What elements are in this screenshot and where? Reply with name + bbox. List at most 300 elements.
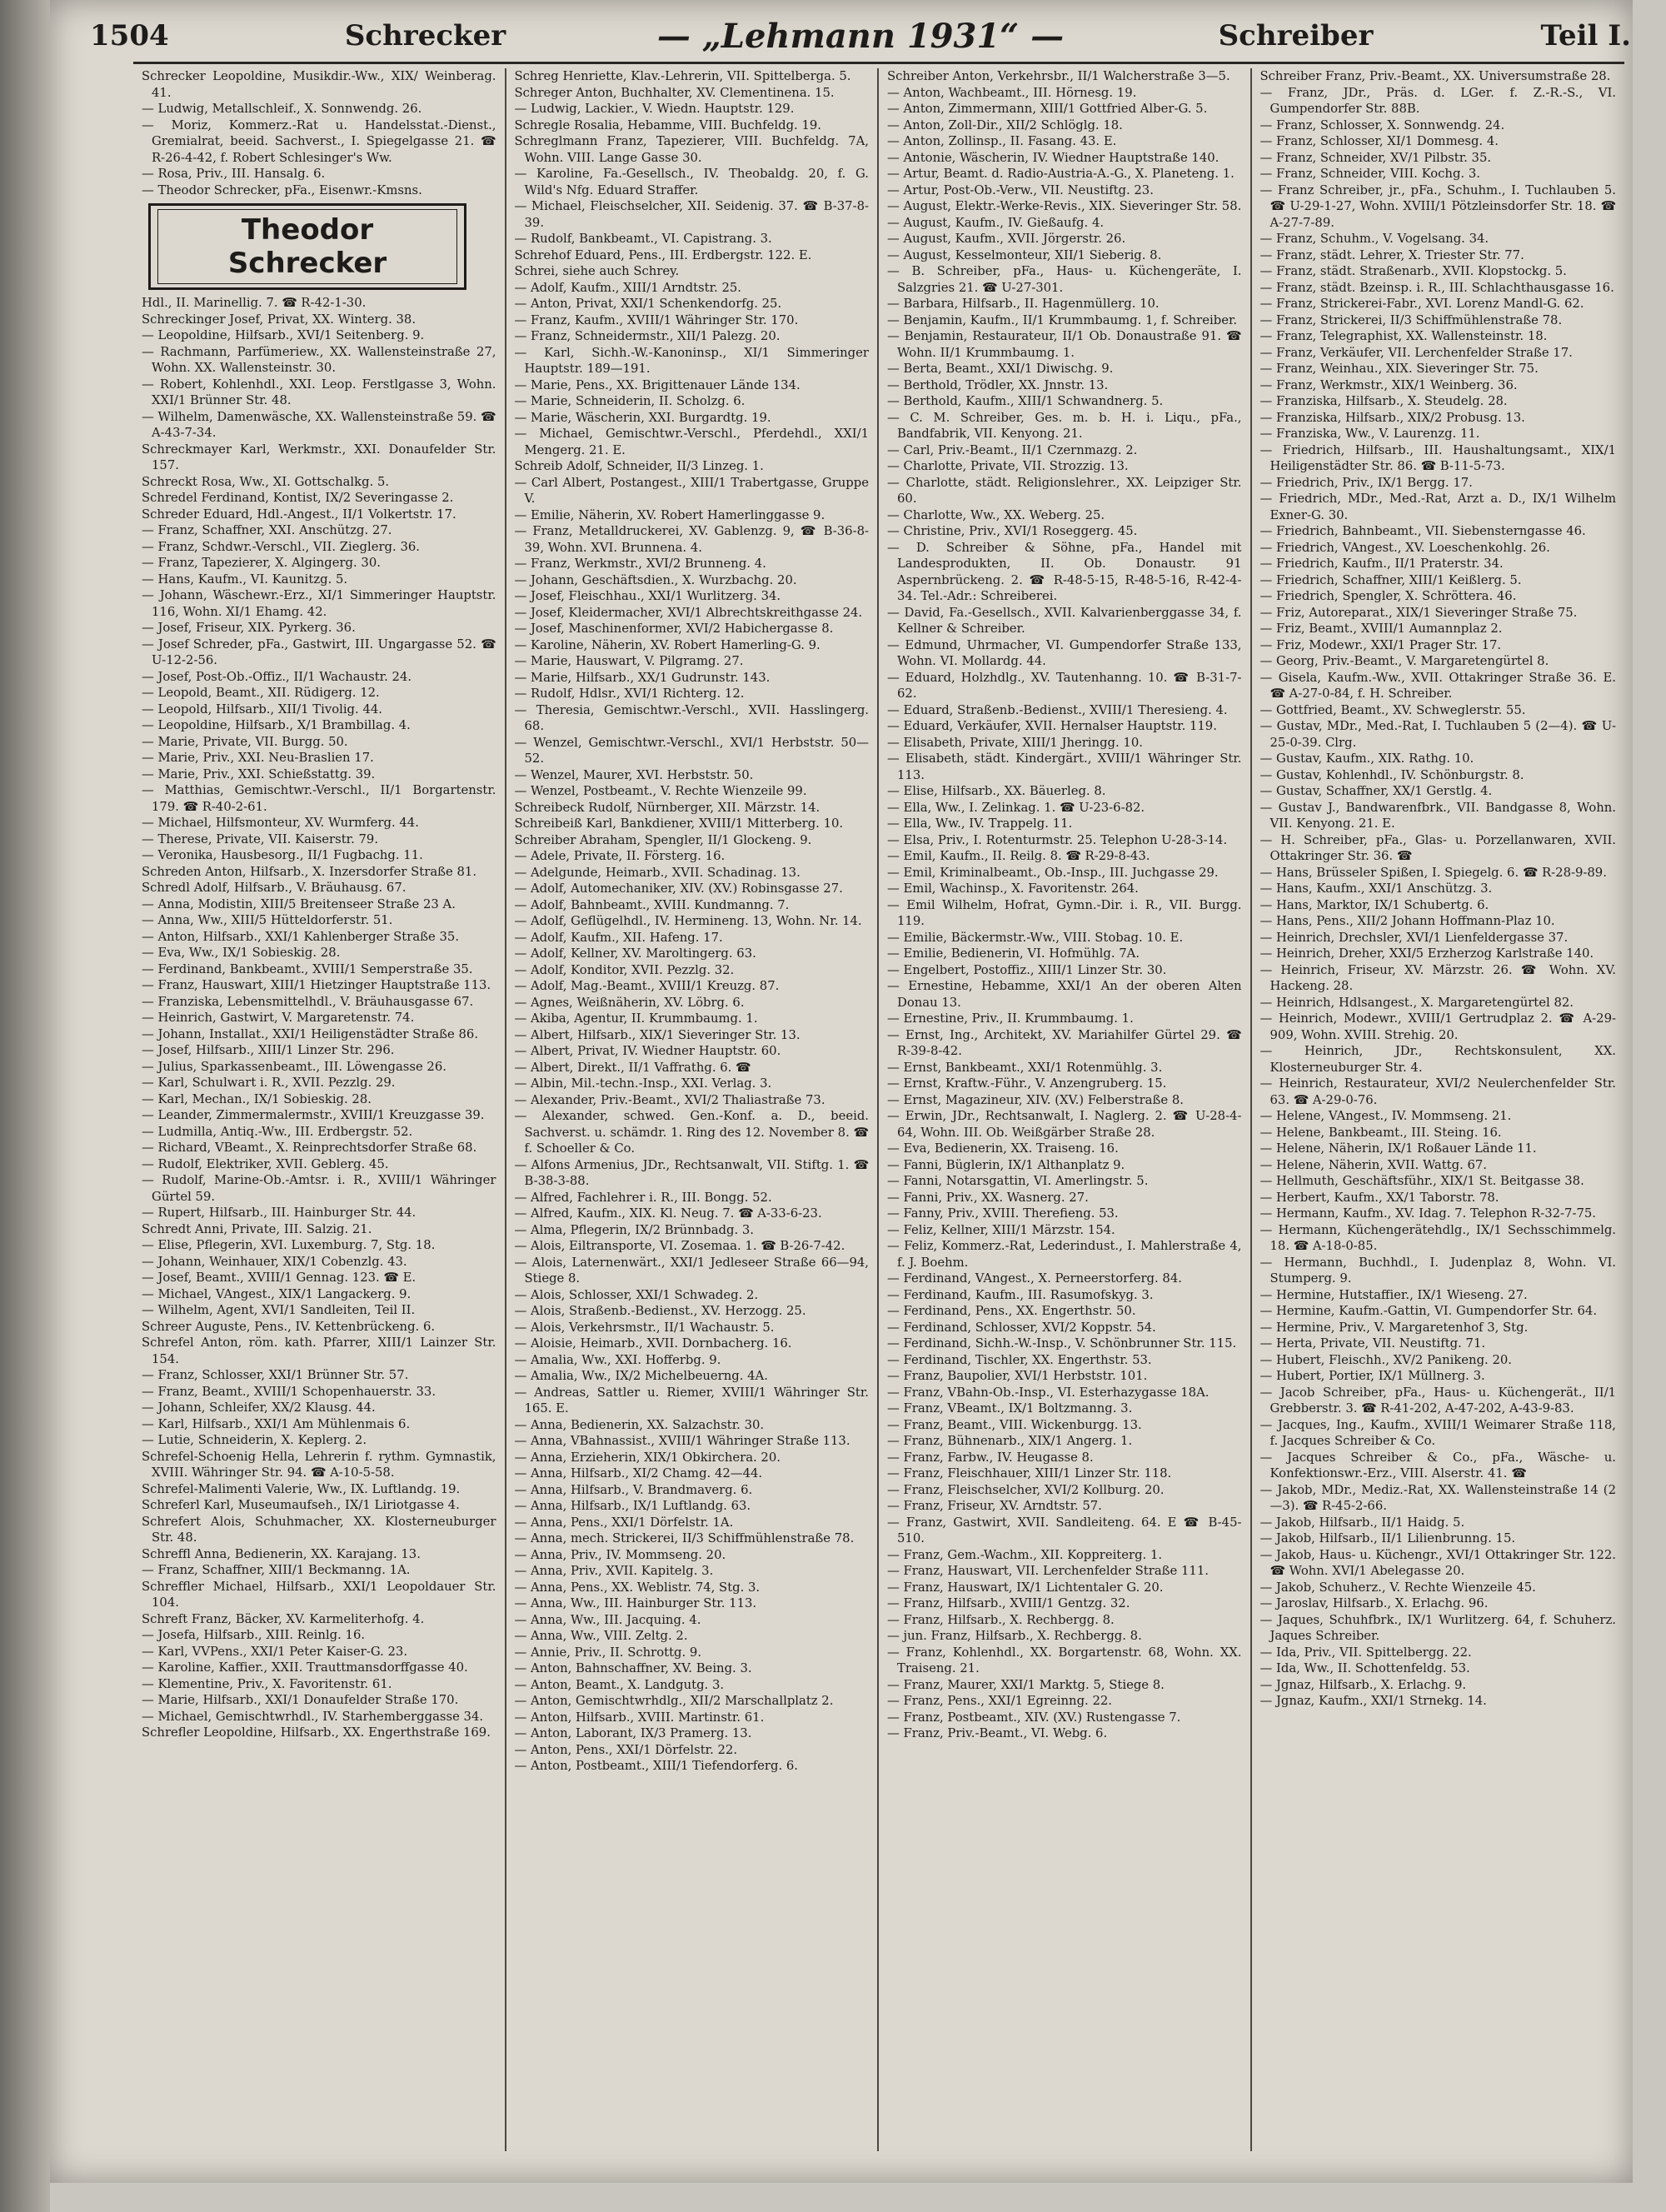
directory-entry: — Ernst, Ing., Architekt, XV. Mariahilfer Gürtel 29. ☎ R-39-8-42. bbox=[887, 1027, 1242, 1058]
directory-entry: — Jaroslav, Hilfsarb., X. Erlachg. 96. bbox=[1259, 1596, 1489, 1610]
directory-entry: — Adolf, Kaufm., XII. Hafeng. 17. bbox=[514, 930, 723, 945]
directory-entry: — Gustav, Schaffner, XX/1 Gerstlg. 4. bbox=[1259, 784, 1493, 798]
directory-entry: — Elisabeth, städt. Kindergärt., XVIII/1 Währinger Str. 113. bbox=[887, 751, 1242, 782]
directory-entry: — Artur, Beamt. d. Radio-Austria-A.-G., X. Planeteng. 1. bbox=[887, 167, 1235, 181]
directory-entry: — Anna, VBahnassist., XVIII/1 Währinger Straße 113. bbox=[514, 1434, 850, 1448]
directory-entry: — Johann, Installat., XXI/1 Heiligenstädter Straße 86. bbox=[142, 1026, 479, 1041]
directory-entry: Schreckt Rosa, Ww., XI. Gottschalkg. 5. bbox=[142, 474, 390, 489]
directory-entry: — Ida, Ww., II. Schottenfeldg. 53. bbox=[1259, 1661, 1470, 1675]
directory-entry: — Artur, Post-Ob.-Verw., VII. Neustiftg. 23. bbox=[887, 182, 1154, 197]
directory-entry: — Jakob, Hilfsarb., II/1 Lilienbrunng. 15. bbox=[1259, 1531, 1516, 1545]
directory-entry: — D. Schreiber & Söhne, pFa., Handel mit Landesprodukten, II. Ob. Donaustr. 91 Aspernbrückeng. 2. ☎ R-48-5-15, R-48-5-16, R-42-4-34. Tel.-Adr.: Schreiberei. bbox=[887, 540, 1242, 603]
directory-entry: — Gisela, Kaufm.-Ww., XVII. Ottakringer Straße 36. E. ☎ A-27-0-84, f. H. Schreiber. bbox=[1259, 670, 1616, 701]
directory-entry: Schrefel-Schoenig Hella, Lehrerin f. rythm. Gymnastik, XVIII. Währinger Str. 94. ☎ A-10-5-58. bbox=[142, 1449, 496, 1480]
directory-entry: — Ferdinand, Kaufm., III. Rasumofskyg. 3. bbox=[887, 1287, 1154, 1302]
directory-entry: — Anna, Pens., XXI/1 Dörfelstr. 1A. bbox=[514, 1515, 734, 1530]
directory-entry: — Karl, Schulwart i. R., XVII. Pezzlg. 29. bbox=[142, 1076, 396, 1090]
directory-entry: — Franz, Friseur, XV. Arndtstr. 57. bbox=[887, 1499, 1102, 1513]
directory-entry: — Ernst, Kraftw.-Führ., V. Anzengruberg. 15. bbox=[887, 1076, 1167, 1091]
directory-entry: — Adolf, Kaufm., XIII/1 Arndtstr. 25. bbox=[514, 280, 741, 295]
directory-entry: — Franz, Kaufm., XVIII/1 Währinger Str. 170. bbox=[514, 312, 799, 327]
directory-entry: — Marie, Schneiderin, II. Scholzg. 6. bbox=[514, 394, 746, 408]
directory-entry: — Leopoldine, Hilfsarb., XVI/1 Seitenberg. 9. bbox=[142, 328, 425, 342]
directory-entry: — Albin, Mil.-techn.-Insp., XXI. Verlag. 3. bbox=[514, 1076, 772, 1091]
directory-entry: — Jaques, Schuhfbrk., IX/1 Wurlitzerg. 64, f. Schuherz. Jaques Schreiber. bbox=[1259, 1612, 1616, 1643]
directory-entry: — Anton, Laborant, IX/3 Pramerg. 13. bbox=[514, 1726, 752, 1740]
directory-entry: — Johann, Wäschewr.-Erz., XI/1 Simmeringer Hauptstr. 116, Wohn. XI/1 Ehamg. 42. bbox=[142, 588, 496, 619]
directory-entry: — Adolf, Mag.-Beamt., XVIII/1 Kreuzg. 87. bbox=[514, 979, 780, 993]
directory-entry: — Helene, Näherin, IX/1 Roßauer Lände 11. bbox=[1259, 1141, 1537, 1156]
directory-entry: — Josef, Friseur, XIX. Pyrkerg. 36. bbox=[142, 621, 356, 635]
directory-entry: — Friedrich, Hilfsarb., III. Haushaltungsamt., XIX/1 Heiligenstädter Str. 86. ☎ B-11-5-73. bbox=[1259, 442, 1616, 473]
directory-entry: — Ludmilla, Antiq.-Ww., III. Erdbergstr. 52. bbox=[142, 1124, 413, 1139]
directory-entry: — Ludwig, Lackier., V. Wiedn. Hauptstr. 129. bbox=[514, 102, 795, 116]
directory-entry: — Josef, Post-Ob.-Offiz., II/1 Wachaustr. 24. bbox=[142, 669, 412, 684]
directory-entry: — Anna, Hilfsarb., V. Brandmaverg. 6. bbox=[514, 1482, 753, 1497]
directory-entry: — Elisabeth, Private, XIII/1 Jheringg. 10. bbox=[887, 735, 1143, 750]
directory-entry: — Johann, Weinhauer, XIX/1 Cobenzlg. 43. bbox=[142, 1254, 407, 1269]
directory-entry: — Michael, Fleischselcher, XII. Seidenig. 37. ☎ B-37-8-39. bbox=[514, 199, 869, 230]
directory-entry: Schreger Anton, Buchhalter, XV. Clementinena. 15. bbox=[514, 85, 835, 100]
directory-entry: — Anna, Erzieherin, XIX/1 Obkirchera. 20. bbox=[514, 1450, 781, 1465]
directory-entry: — Adolf, Automechaniker, XIV. (XV.) Robinsgasse 27. bbox=[514, 881, 843, 896]
directory-entry: — Albert, Hilfsarb., XIX/1 Sieveringer Str. 13. bbox=[514, 1027, 801, 1042]
directory-entry: Schrefel Anton, röm. kath. Pfarrer, XIII/1 Lainzer Str. 154. bbox=[142, 1336, 496, 1366]
column-4 bbox=[1252, 68, 1625, 2151]
directory-entry: — Moriz, Kommerz.-Rat u. Handelsstat.-Dienst., Gremialrat, beeid. Sachverst., I. Spiegelgasse 21. ☎ R-26-4-42, f. Robert Schlesinger's Ww. bbox=[142, 117, 496, 165]
directory-entry: — Friedrich, Spengler, X. Schröttera. 46. bbox=[1259, 589, 1517, 603]
directory-entry: — Hans, Pens., XII/2 Johann Hoffmann-Plaz 10. bbox=[1259, 914, 1555, 928]
directory-entry: — Hermine, Hutstaffier., IX/1 Wieseng. 27. bbox=[1259, 1287, 1528, 1302]
directory-entry: — Theresia, Gemischtwr.-Verschl., XVII. Hasslingerg. 68. bbox=[514, 702, 869, 733]
directory-entry: Schredl Adolf, Hilfsarb., V. Bräuhausg. 67. bbox=[142, 881, 407, 895]
directory-entry: — Marie, Hilfsarb., XXI/1 Donaufelder Straße 170. bbox=[142, 1693, 459, 1707]
directory-entry: — Gottfried, Beamt., XV. Schweglerstr. 55. bbox=[1259, 702, 1526, 717]
directory-entry: — Ernestine, Priv., II. Krummbaumg. 1. bbox=[887, 1011, 1134, 1026]
directory-entry: — jun. Franz, Hilfsarb., X. Rechbergg. 8. bbox=[887, 1629, 1142, 1643]
directory-entry: — Heinrich, Drechsler, XVI/1 Lienfeldergasse 37. bbox=[1259, 930, 1569, 945]
directory-entry: — Franz, Telegraphist, XX. Wallensteinstr. 18. bbox=[1259, 329, 1548, 343]
directory-entry: — Veronika, Hausbesorg., II/1 Fugbachg. 11. bbox=[142, 848, 423, 862]
directory-entry: — Heinrich, JDr., Rechtskonsulent, XX. Klosterneuburger Str. 4. bbox=[1259, 1044, 1616, 1075]
directory-entry: — Alma, Pflegerin, IX/2 Brünnbadg. 3. bbox=[514, 1222, 755, 1237]
directory-entry: — Franz, Schlosser, X. Sonnwendg. 24. bbox=[1259, 117, 1505, 132]
directory-entry: — Michael, Gemischtwr.-Verschl., Pferdehdl., XXI/1 Mengerg. 21. E. bbox=[514, 427, 869, 457]
directory-entry: — Jakob, MDr., Mediz.-Rat, XX. Wallensteinstraße 14 (2—3). ☎ R-45-2-66. bbox=[1259, 1482, 1616, 1513]
directory-entry: — Carl Albert, Postangest., XIII/1 Trabertgasse, Gruppe V. bbox=[514, 475, 869, 506]
directory-entry: — Berthold, Kaufm., XIII/1 Schwandnerg. 5. bbox=[887, 394, 1164, 408]
directory-entry: — Anton, Zoll-Dir., XII/2 Schlöglg. 18. bbox=[887, 117, 1123, 132]
directory-entry: — Heinrich, Gastwirt, V. Margaretenstr. 74. bbox=[142, 1011, 415, 1025]
directory-entry: Schrefler Leopoldine, Hilfsarb., XX. Engerthstraße 169. bbox=[142, 1725, 491, 1740]
directory-entry: — Anton, Gemischtwrhdlg., XII/2 Marschallplatz 2. bbox=[514, 1694, 834, 1708]
directory-entry: — Alois, Straßenb.-Bedienst., XV. Herzogg. 25. bbox=[514, 1304, 806, 1318]
directory-entry: — Josef, Fleischhau., XXI/1 Wurlitzerg. 34. bbox=[514, 589, 781, 603]
directory-entry: Schredel Ferdinand, Kontist, IX/2 Severingasse 2. bbox=[142, 491, 454, 505]
directory-entry: — Franz, Metalldruckerei, XV. Gablenzg. 9, ☎ B-36-8-39, Wohn. XVI. Brunnena. 4. bbox=[514, 524, 869, 555]
directory-entry: — Ella, Ww., I. Zelinkag. 1. ☎ U-23-6-82. bbox=[887, 800, 1145, 815]
directory-entry: — Leopold, Hilfsarb., XII/1 Tivolig. 44. bbox=[142, 702, 382, 717]
directory-entry: Schreg Henriette, Klav.-Lehrerin, VII. Spittelberga. 5. bbox=[514, 69, 851, 83]
directory-entry: Schreft Franz, Bäcker, XV. Karmeliterhofg. 4. bbox=[142, 1611, 425, 1626]
directory-entry: — Adolf, Konditor, XVII. Pezzlg. 32. bbox=[514, 962, 735, 977]
directory-entry: — Charlotte, Ww., XX. Weberg. 25. bbox=[887, 507, 1105, 522]
directory-entry: — Marie, Pens., XX. Brigittenauer Lände 134. bbox=[514, 377, 801, 392]
directory-entry: — Franz Schreiber, jr., pFa., Schuhm., I. Tuchlauben 5. ☎ U-29-1-27, Wohn. XVIII/1 Pötzleinsdorfer Str. 18. ☎ A-27-7-89. bbox=[1259, 182, 1616, 230]
header-rule bbox=[133, 62, 1624, 64]
directory-entry: — Friedrich, Bahnbeamt., VII. Siebensterngasse 46. bbox=[1259, 524, 1586, 538]
directory-entry: — Ida, Priv., VII. Spittelbergg. 22. bbox=[1259, 1645, 1472, 1660]
directory-entry: — Heinrich, Modewr., XVIII/1 Gertrudplaz 2. ☎ A-29-909, Wohn. XVIII. Strehig. 20. bbox=[1259, 1011, 1616, 1042]
directory-entry: — Anton, Wachbeamt., III. Hörnesg. 19. bbox=[887, 85, 1137, 100]
directory-entry: — Ernst, Bankbeamt., XXI/1 Rotenmühlg. 3. bbox=[887, 1060, 1163, 1075]
directory-entry: — Franziska, Lebensmittelhdl., V. Bräuhausgasse 67. bbox=[142, 994, 474, 1009]
directory-entry: — Marie, Priv., XXI. Neu-Braslien 17. bbox=[142, 751, 374, 765]
directory-entry: — Franz, Hauswart, VII. Lerchenfelder Straße 111. bbox=[887, 1564, 1209, 1578]
directory-entry: — Hubert, Fleischh., XV/2 Panikeng. 20. bbox=[1259, 1352, 1512, 1367]
directory-entry: — Berthold, Trödler, XX. Jnnstr. 13. bbox=[887, 377, 1109, 392]
directory-entry: — Rachmann, Parfümeriew., XX. Wallensteinstraße 27, Wohn. XX. Wallensteinstr. 30. bbox=[142, 344, 496, 375]
directory-entry: — Gustav J., Bandwarenfbrk., VII. Bandgasse 8, Wohn. VII. Kenyong. 21. E. bbox=[1259, 800, 1616, 831]
directory-entry: — Franz, Schaffner, XIII/1 Beckmanng. 1A. bbox=[142, 1563, 411, 1577]
directory-entry: — Alfons Armenius, JDr., Rechtsanwalt, VII. Stiftg. 1. ☎ B-38-3-88. bbox=[514, 1157, 869, 1188]
directory-entry: — Franz, Baupolier, XVI/1 Herbststr. 101. bbox=[887, 1369, 1148, 1383]
directory-entry: — Franz, Schdwr.-Verschl., VII. Zieglerg. 36. bbox=[142, 539, 420, 554]
directory-entry: Schreglmann Franz, Tapezierer, VIII. Buchfeldg. 7A, Wohn. VIII. Lange Gasse 30. bbox=[514, 134, 869, 165]
directory-entry: Schrecker Leopoldine, Musikdir.-Ww., XIX/ Weinberag. 41. bbox=[142, 69, 496, 100]
directory-entry: — Barbara, Hilfsarb., II. Hagenmüllerg. 10. bbox=[887, 297, 1160, 311]
directory-entry: — Karl, VVPens., XXI/1 Peter Kaiser-G. 23. bbox=[142, 1644, 408, 1659]
directory-entry: — Franz, Gastwirt, XVII. Sandleiteng. 64. E ☎ B-45-510. bbox=[887, 1515, 1242, 1545]
directory-entry: Schrefert Alois, Schuhmacher, XX. Klosterneuburger Str. 48. bbox=[142, 1514, 496, 1545]
directory-entry: — Rosa, Priv., III. Hansalg. 6. bbox=[142, 167, 326, 181]
directory-entry: — Ferdinand, VAngest., X. Perneerstorferg. 84. bbox=[887, 1271, 1182, 1286]
directory-entry: — Georg, Priv.-Beamt., V. Margaretengürtel 8. bbox=[1259, 654, 1549, 668]
directory-entry: — Friz, Autoreparat., XIX/1 Sieveringer Straße 75. bbox=[1259, 605, 1578, 620]
directory-entry: — Herta, Private, VII. Neustiftg. 71. bbox=[1259, 1336, 1486, 1351]
directory-entry: Schrefel-Malimenti Valerie, Ww., IX. Luftlandg. 19. bbox=[142, 1481, 461, 1496]
directory-entry: — Jakob, Hilfsarb., II/1 Haidg. 5. bbox=[1259, 1515, 1465, 1530]
directory-entry: Schreffl Anna, Bedienerin, XX. Karajang. 13. bbox=[142, 1546, 421, 1561]
directory-entry: — Fanni, Notarsgattin, VI. Amerlingstr. 5. bbox=[887, 1174, 1149, 1188]
directory-entry: — Anton, Zimmermann, XIII/1 Gottfried Alber-G. 5. bbox=[887, 102, 1208, 116]
directory-entry: — Franz, VBeamt., IX/1 Boltzmanng. 3. bbox=[887, 1401, 1133, 1416]
directory-entry: — Franz, Tapezierer, X. Algingerg. 30. bbox=[142, 556, 381, 570]
directory-entry: — Gustav, MDr., Med.-Rat, I. Tuchlauben 5 (2—4). ☎ U-25-0-39. Clrg. bbox=[1259, 719, 1616, 750]
directory-entry: — Fanny, Priv., XVIII. Therefieng. 53. bbox=[887, 1206, 1119, 1221]
directory-entry: — Franz, Schneidermstr., XII/1 Palezg. 20. bbox=[514, 329, 781, 343]
directory-entry: — Matthias, Gemischtwr.-Verschl., II/1 Borgartenstr. 179. ☎ R-40-2-61. bbox=[142, 783, 496, 814]
directory-entry: — Karoline, Kaffier., XXII. Trauttmansdorffgasse 40. bbox=[142, 1660, 468, 1675]
directory-entry: — Alfred, Fachlehrer i. R., III. Bongg. 52. bbox=[514, 1190, 772, 1205]
directory-entry: — Hubert, Portier, IX/1 Müllnerg. 3. bbox=[1259, 1369, 1485, 1383]
directory-entry: — Josef Schreder, pFa., Gastwirt, III. Ungargasse 52. ☎ U-12-2-56. bbox=[142, 637, 496, 667]
directory-entry: — Alois, Laternenwärt., XXI/1 Jedleseer Straße 66—94, Stiege 8. bbox=[514, 1255, 869, 1286]
directory-entry: — Franz, städt. Bzeinsp. i. R., III. Schlachthausgasse 16. bbox=[1259, 280, 1614, 295]
directory-entry: — Emilie, Näherin, XV. Robert Hamerlinggasse 9. bbox=[514, 507, 826, 522]
directory-entry: — Feliz, Kellner, XIII/1 Märzstr. 154. bbox=[887, 1222, 1115, 1237]
directory-entry: — Leander, Zimmermalermstr., XVIII/1 Kreuzgasse 39. bbox=[142, 1108, 485, 1122]
directory-entry: — August, Elektr.-Werke-Revis., XIX. Sieveringer Str. 58. bbox=[887, 199, 1242, 213]
directory-entry: — Franz, städt. Lehrer, X. Triester Str. 77. bbox=[1259, 247, 1524, 262]
directory-entry: — Josef, Beamt., XVIII/1 Gennag. 123. ☎ E. bbox=[142, 1271, 416, 1285]
directory-entry: — Fanni, Priv., XX. Wasnerg. 27. bbox=[887, 1190, 1089, 1205]
directory-entry: — Alois, Schlosser, XXI/1 Schwadeg. 2. bbox=[514, 1287, 759, 1302]
directory-entry: — Karl, Mechan., IX/1 Sobieskig. 28. bbox=[142, 1091, 372, 1106]
directory-entry: — Andreas, Sattler u. Riemer, XVIII/1 Währinger Str. 165. E. bbox=[514, 1385, 869, 1416]
directory-entry: — Lutie, Schneiderin, X. Keplerg. 2. bbox=[142, 1433, 367, 1447]
directory-entry: — Emilie, Bedienerin, VI. Hofmühlg. 7A. bbox=[887, 946, 1140, 961]
directory-entry: — Franziska, Ww., V. Laurenzg. 11. bbox=[1259, 427, 1480, 441]
directory-entry: — Therese, Private, VII. Kaiserstr. 79. bbox=[142, 831, 379, 846]
directory-entry: — Rudolf, Elektriker, XVII. Geblerg. 45. bbox=[142, 1156, 389, 1171]
directory-entry: — Benjamin, Kaufm., II/1 Krummbaumg. 1, f. Schreiber. bbox=[887, 312, 1238, 327]
directory-entry: — Josefa, Hilfsarb., XIII. Reinlg. 16. bbox=[142, 1628, 366, 1642]
directory-entry: — Emilie, Bäckermstr.-Ww., VIII. Stobag. 10. E. bbox=[887, 930, 1184, 945]
directory-entry: — Wilhelm, Agent, XVI/1 Sandleiten, Teil II. bbox=[142, 1303, 416, 1317]
directory-entry: — Josef, Maschinenformer, XVI/2 Habichergasse 8. bbox=[514, 622, 834, 636]
directory-entry: — Ernestine, Hebamme, XXI/1 An der oberen Alten Donau 13. bbox=[887, 979, 1242, 1010]
directory-entry: Schreer Auguste, Pens., IV. Kettenbrückeng. 6. bbox=[142, 1319, 436, 1334]
directory-entry: — Akiba, Agentur, II. Krummbaumg. 1. bbox=[514, 1011, 758, 1026]
directory-entry: Hdl., II. Marinellig. 7. ☎ R-42-1-30. bbox=[142, 296, 367, 310]
directory-entry: — Anton, Beamt., X. Landgutg. 3. bbox=[514, 1677, 725, 1692]
directory-entry: — Ludwig, Metallschleif., X. Sonnwendg. 26. bbox=[142, 102, 422, 116]
directory-entry: — Franz, Beamt., XVIII/1 Schopenhauerstr. 33. bbox=[142, 1384, 436, 1399]
directory-entry: — Erwin, JDr., Rechtsanwalt, I. Naglerg. 2. ☎ U-28-4-64, Wohn. III. Ob. Weißgärber Straße 28. bbox=[887, 1109, 1242, 1140]
directory-entry: — Franz, Werkmstr., XIX/1 Weinberg. 36. bbox=[1259, 377, 1518, 392]
directory-entry: — Karl, Sichh.-W.-Kanoninsp., XI/1 Simmeringer Hauptstr. 189—191. bbox=[514, 345, 869, 376]
directory-entry: — Franz, Schneider, XV/1 Pilbstr. 35. bbox=[1259, 150, 1492, 165]
directory-entry: — Jgnaz, Kaufm., XXI/1 Strnekg. 14. bbox=[1259, 1694, 1487, 1708]
directory-entry: Schreckmayer Karl, Werkmstr., XXI. Donaufelder Str. 157. bbox=[142, 442, 496, 472]
directory-entry: — Ferdinand, Pens., XX. Engerthstr. 50. bbox=[887, 1304, 1136, 1318]
directory-entry: — Franz, Strickerei-Fabr., XVI. Lorenz Mandl-G. 62. bbox=[1259, 297, 1584, 311]
directory-entry: — Anna, Hilfsarb., XI/2 Chamg. 42—44. bbox=[514, 1466, 763, 1480]
directory-entry: — Aloisie, Heimarb., XVII. Dornbacherg. 16. bbox=[514, 1336, 792, 1351]
directory-entry: Schreibeiß Karl, Bankdiener, XVIII/1 Mitterberg. 10. bbox=[514, 816, 844, 831]
directory-entry: — Berta, Beamt., XXI/1 Diwischg. 9. bbox=[887, 362, 1114, 376]
directory-entry: — Adolf, Kellner, XV. Maroltingerg. 63. bbox=[514, 946, 756, 961]
directory-entry: — Franz, Postbeamt., XIV. (XV.) Rustengasse 7. bbox=[887, 1710, 1181, 1725]
part-label: Teil I. bbox=[1540, 19, 1631, 52]
directory-entry: — Franz, Beamt., VIII. Wickenburgg. 13. bbox=[887, 1417, 1142, 1432]
directory-entry: — Karl, Hilfsarb., XXI/1 Am Mühlenmais 6. bbox=[142, 1416, 411, 1431]
directory-entry: — Elise, Hilfsarb., XX. Bäuerleg. 8. bbox=[887, 784, 1106, 798]
directory-entry: Schreiber Franz, Priv.-Beamt., XX. Universumstraße 28. bbox=[1259, 69, 1611, 83]
directory-entry: — Adolf, Bahnbeamt., XVIII. Kundmanng. 7. bbox=[514, 897, 790, 912]
directory-entry: — Eduard, Verkäufer, XVII. Hernalser Hauptstr. 119. bbox=[887, 719, 1217, 733]
directory-entry: — Rudolf, Marine-Ob.-Amtsr. i. R., XVIII/1 Währinger Gürtel 59. bbox=[142, 1173, 496, 1204]
directory-entry: — Hans, Kaufm., XXI/1 Anschützg. 3. bbox=[1259, 881, 1493, 896]
directory-entry: — Marie, Hauswart, V. Pilgramg. 27. bbox=[514, 654, 744, 668]
page-header bbox=[90, 15, 1631, 57]
directory-entry: — Hellmuth, Geschäftsführ., XIX/1 St. Beitgasse 38. bbox=[1259, 1174, 1584, 1188]
directory-entry: — Ferdinand, Tischler, XX. Engerthstr. 53. bbox=[887, 1352, 1152, 1367]
directory-entry: — Anton, Hilfsarb., XVIII. Martinstr. 61. bbox=[514, 1710, 765, 1725]
directory-entry: — Friedrich, Priv., IX/1 Bergg. 17. bbox=[1259, 475, 1473, 490]
directory-entry: — Anna, Pens., XX. Weblistr. 74, Stg. 3. bbox=[514, 1580, 761, 1595]
directory-entry: — Heinrich, Hdlsangest., X. Margaretengürtel 82. bbox=[1259, 995, 1574, 1010]
directory-entry: — Anton, Bahnschaffner, XV. Being. 3. bbox=[514, 1661, 752, 1675]
directory-entry: — Julius, Sparkassenbeamt., III. Löwengasse 26. bbox=[142, 1059, 446, 1074]
directory-entry: — Ferdinand, Bankbeamt., XVIII/1 Semperstraße 35. bbox=[142, 961, 473, 976]
directory-entry: — Heinrich, Friseur, XV. Märzstr. 26. ☎ Wohn. XV. Hackeng. 28. bbox=[1259, 962, 1616, 993]
directory-entry: — Franz, Gem.-Wachm., XII. Koppreiterg. 1. bbox=[887, 1547, 1163, 1562]
directory-entry: — Charlotte, Private, VII. Strozzig. 13. bbox=[887, 459, 1129, 473]
directory-entry: — Ferdinand, Sichh.-W.-Insp., V. Schönbrunner Str. 115. bbox=[887, 1336, 1237, 1351]
directory-entry: — Emil Wilhelm, Hofrat, Gymn.-Dir. i. R., VII. Burgg. 119. bbox=[887, 897, 1242, 928]
directory-entry: — August, Kaufm., IV. Gießaufg. 4. bbox=[887, 215, 1105, 230]
directory-entry: — Jacob Schreiber, pFa., Haus- u. Küchengerät., II/1 Grebberstr. 3. ☎ R-41-202, A-47-202, A-43-9-83. bbox=[1259, 1385, 1616, 1416]
advertisement-text: Theodor Schrecker bbox=[157, 209, 457, 284]
directory-entry: — Josef, Hilfsarb., XIII/1 Linzer Str. 296. bbox=[142, 1043, 395, 1057]
directory-entry: — Anna, Priv., IV. Mommseng. 20. bbox=[514, 1547, 726, 1562]
directory-entry: — Alois, Verkehrsmstr., II/1 Wachaustr. 5. bbox=[514, 1320, 775, 1335]
directory-entry: — Franz, VBahn-Ob.-Insp., VI. Esterhazygasse 18A. bbox=[887, 1385, 1210, 1400]
directory-title: — „Lehmann 1931“ — bbox=[656, 16, 1065, 56]
directory-entry: — Franz, Verkäufer, VII. Lerchenfelder Straße 17. bbox=[1259, 345, 1573, 360]
directory-entry: — Ferdinand, Schlosser, XVI/2 Koppstr. 54. bbox=[887, 1320, 1156, 1335]
directory-entry: — Hermine, Kaufm.-Gattin, VI. Gumpendorfer Str. 64. bbox=[1259, 1304, 1598, 1318]
directory-entry: Schreiber Anton, Verkehrsbr., II/1 Walcherstraße 3—5. bbox=[887, 69, 1230, 83]
column-3 bbox=[879, 68, 1252, 2151]
directory-entry: — Rudolf, Bankbeamt., VI. Capistrang. 3. bbox=[514, 232, 772, 246]
directory-entry: — Michael, Hilfsmonteur, XV. Wurmferg. 44. bbox=[142, 816, 419, 830]
directory-entry: — Emil, Wachinsp., X. Favoritenstr. 264. bbox=[887, 881, 1139, 896]
directory-entry: — Eva, Bedienerin, XX. Traiseng. 16. bbox=[887, 1141, 1119, 1156]
directory-columns bbox=[133, 68, 1624, 2151]
directory-entry: — Leopold, Beamt., XII. Rüdigerg. 12. bbox=[142, 686, 380, 700]
directory-entry: — Helene, Näherin, XVII. Wattg. 67. bbox=[1259, 1157, 1488, 1172]
column-1 bbox=[133, 68, 506, 2151]
directory-entry: Schreferl Karl, Museumaufseh., IX/1 Liriotgasse 4. bbox=[142, 1498, 460, 1512]
directory-entry: — Albert, Privat, IV. Wiedner Hauptstr. 60. bbox=[514, 1044, 781, 1058]
directory-entry: — Gustav, Kohlenhdl., IV. Schönburgstr. 8. bbox=[1259, 767, 1524, 782]
directory-entry: — Anna, mech. Strickerei, II/3 Schiffmühlenstraße 78. bbox=[514, 1531, 855, 1545]
directory-entry: — H. Schreiber, pFa., Glas- u. Porzellanwaren, XVII. Ottakringer Str. 36. ☎ bbox=[1259, 832, 1616, 863]
directory-entry: — Annie, Priv., II. Schrottg. 9. bbox=[514, 1645, 702, 1660]
directory-entry: Schreib Adolf, Schneider, II/3 Linzeg. 1. bbox=[514, 459, 764, 473]
directory-entry: — C. M. Schreiber, Ges. m. b. H. i. Liqu., pFa., Bandfabrik, VII. Kenyong. 21. bbox=[887, 410, 1242, 441]
directory-entry: — Adolf, Geflügelhdl., IV. Hermineng. 13, Wohn. Nr. 14. bbox=[514, 914, 862, 928]
directory-entry: — Anton, Pens., XXI/1 Dörfelstr. 22. bbox=[514, 1742, 738, 1757]
directory-entry: — Franz, Hilfsarb., XVIII/1 Gentzg. 32. bbox=[887, 1596, 1130, 1610]
directory-entry: — David, Fa.-Gesellsch., XVII. Kalvarienberggasse 34, f. Kellner & Schreiber. bbox=[887, 605, 1242, 636]
directory-entry: — Franz, Kohlenhdl., XX. Borgartenstr. 68, Wohn. XX. Traiseng. 21. bbox=[887, 1645, 1242, 1675]
directory-entry: — Friedrich, VAngest., XV. Loeschenkohlg. 26. bbox=[1259, 540, 1550, 555]
directory-entry: — Amalia, Ww., XXI. Hofferbg. 9. bbox=[514, 1352, 721, 1367]
directory-entry: — Franz, Schaffner, XXI. Anschützg. 27. bbox=[142, 523, 392, 537]
directory-entry: — Rudolf, Hdlsr., XVI/1 Richterg. 12. bbox=[514, 687, 745, 701]
directory-entry: — August, Kaufm., XVII. Jörgerstr. 26. bbox=[887, 232, 1126, 246]
directory-entry: — Jacques Schreiber & Co., pFa., Wäsche- u. Konfektionswr.-Erz., VIII. Alserstr. 41. ☎ bbox=[1259, 1450, 1616, 1480]
directory-entry: — Michael, Gemischtwrhdl., IV. Starhemberggasse 34. bbox=[142, 1709, 484, 1724]
directory-entry: — Benjamin, Restaurateur, II/1 Ob. Donaustraße 91. ☎ Wohn. II/1 Krummbaumg. 1. bbox=[887, 329, 1242, 360]
directory-entry: — Engelbert, Postoffiz., XIII/1 Linzer Str. 30. bbox=[887, 962, 1167, 977]
directory-entry: — Adele, Private, II. Försterg. 16. bbox=[514, 849, 726, 863]
directory-entry: — Wenzel, Maurer, XVI. Herbststr. 50. bbox=[514, 767, 754, 782]
directory-entry: — Franz, Hauswart, XIII/1 Hietzinger Hauptstraße 113. bbox=[142, 978, 491, 992]
directory-entry: — Johann, Geschäftsdien., X. Wurzbachg. 20. bbox=[514, 572, 797, 587]
directory-entry: — Hermann, Kaufm., XV. Idag. 7. Telephon R-32-7-75. bbox=[1259, 1206, 1596, 1221]
directory-entry: — Amalia, Ww., IX/2 Michelbeuerng. 4A. bbox=[514, 1369, 768, 1383]
directory-entry: — Jakob, Schuherz., V. Rechte Wienzeile 45. bbox=[1259, 1580, 1536, 1595]
directory-entry: — Charlotte, städt. Religionslehrer., XX. Leipziger Str. 60. bbox=[887, 475, 1242, 506]
directory-entry: Schregle Rosalia, Hebamme, VIII. Buchfeldg. 19. bbox=[514, 117, 821, 132]
directory-entry: — Jacques, Ing., Kaufm., XVIII/1 Weimarer Straße 118, f. Jacques Schreiber & Co. bbox=[1259, 1417, 1616, 1448]
directory-entry: Schreibeck Rudolf, Nürnberger, XII. Märzstr. 14. bbox=[514, 800, 821, 815]
directory-entry: — Anna, Ww., VIII. Zeltg. 2. bbox=[514, 1629, 688, 1643]
directory-entry: — Agnes, Weißnäherin, XV. Löbrg. 6. bbox=[514, 995, 745, 1010]
directory-entry: Schreder Eduard, Hdl.-Angest., II/1 Volkertstr. 17. bbox=[142, 507, 456, 522]
directory-entry: — Gustav, Kaufm., XIX. Rathg. 10. bbox=[1259, 751, 1474, 766]
directory-entry: — Richard, VBeamt., X. Reinprechtsdorfer Straße 68. bbox=[142, 1141, 477, 1155]
directory-entry: — B. Schreiber, pFa., Haus- u. Küchengeräte, I. Salzgries 21. ☎ U-27-301. bbox=[887, 264, 1242, 295]
directory-entry: — Karoline, Näherin, XV. Robert Hamerling-G. 9. bbox=[514, 637, 821, 652]
directory-entry: — Franz, Fleischselcher, XVI/2 Kollburg. 20. bbox=[887, 1482, 1165, 1497]
directory-entry: — Franz, Hauswart, IX/1 Lichtentaler G. 20. bbox=[887, 1580, 1164, 1595]
directory-entry: — Klementine, Priv., X. Favoritenstr. 61. bbox=[142, 1676, 392, 1691]
directory-entry: — Hans, Brüsseler Spißen, I. Spiegelg. 6. ☎ R-28-9-89. bbox=[1259, 865, 1607, 880]
directory-entry: — Hermann, Küchengerätehdlg., IX/1 Sechsschimmelg. 18. ☎ A-18-0-85. bbox=[1259, 1222, 1616, 1253]
directory-entry: — Jgnaz, Hilfsarb., X. Erlachg. 9. bbox=[1259, 1677, 1467, 1692]
directory-entry: — Franz, Hilfsarb., X. Rechbergg. 8. bbox=[887, 1612, 1115, 1627]
directory-entry: — Ernst, Magazineur, XIV. (XV.) Felberstraße 8. bbox=[887, 1092, 1184, 1107]
directory-entry: — Heinrich, Dreher, XXI/5 Erzherzog Karlstraße 140. bbox=[1259, 946, 1594, 961]
directory-entry: — Franz, Schuhm., V. Vogelsang. 34. bbox=[1259, 232, 1489, 246]
directory-entry: — Friz, Beamt., XVIII/1 Aumannplaz 2. bbox=[1259, 622, 1503, 636]
directory-entry: — Hans, Marktor, IX/1 Schubertg. 6. bbox=[1259, 897, 1489, 912]
directory-entry: — Wenzel, Postbeamt., V. Rechte Wienzeile 99. bbox=[514, 784, 807, 798]
directory-entry: — Franz, Schneider, VIII. Kochg. 3. bbox=[1259, 167, 1480, 181]
directory-entry: — Leopoldine, Hilfsarb., X/1 Brambillag. 4. bbox=[142, 718, 411, 732]
directory-entry: — Anna, Hilfsarb., IX/1 Luftlandg. 63. bbox=[514, 1499, 751, 1513]
directory-entry: — August, Kesselmonteur, XII/1 Sieberig. 8. bbox=[887, 247, 1162, 262]
left-running-head: Schrecker bbox=[344, 19, 506, 52]
directory-entry: — Anton, Privat, XXI/1 Schenkendorfg. 25. bbox=[514, 297, 782, 311]
directory-entry: — Helene, VAngest., IV. Mommseng. 21. bbox=[1259, 1109, 1512, 1123]
directory-entry: — Alexander, schwed. Gen.-Konf. a. D., beeid. Sachverst. u. schämdr. 1. Ring des 12. November 8. ☎ f. Schoeller & Co. bbox=[514, 1109, 869, 1156]
directory-entry: — Feliz, Kommerz.-Rat, Lederindust., I. Mahlerstraße 4, f. J. Boehm. bbox=[887, 1239, 1242, 1270]
directory-entry: — Heinrich, Restaurateur, XVI/2 Neulerchenfelder Str. 63. ☎ A-29-0-76. bbox=[1259, 1076, 1616, 1107]
directory-entry: — Albert, Direkt., II/1 Vaffrathg. 6. ☎ bbox=[514, 1060, 751, 1075]
directory-entry: — Franz, städt. Straßenarb., XVII. Klopstockg. 5. bbox=[1259, 264, 1567, 278]
directory-entry: — Franz, Pens., XXI/1 Egreinng. 22. bbox=[887, 1694, 1112, 1708]
directory-entry: — Christine, Priv., XVI/1 Roseggerg. 45. bbox=[887, 524, 1138, 538]
directory-entry: — Eva, Ww., IX/1 Sobieskig. 28. bbox=[142, 946, 341, 960]
directory-entry: — Anton, Zollinsp., II. Fasang. 43. E. bbox=[887, 134, 1117, 148]
directory-entry: — Fanni, Büglerin, IX/1 Althanplatz 9. bbox=[887, 1157, 1125, 1172]
directory-entry: — Marie, Hilfsarb., XX/1 Gudrunstr. 143. bbox=[514, 670, 771, 685]
directory-entry: — Anton, Hilfsarb., XXI/1 Kahlenberger Straße 35. bbox=[142, 929, 460, 944]
directory-entry: — Ella, Ww., IV. Trappelg. 11. bbox=[887, 816, 1073, 831]
directory-entry: — Jakob, Haus- u. Küchengr., XVI/1 Ottakringer Str. 122. ☎ Wohn. XVI/1 Abelegasse 20. bbox=[1259, 1547, 1616, 1578]
directory-entry: — Robert, Kohlenhdl., XXI. Leop. Ferstlgasse 3, Wohn. XXI/1 Brünner Str. 48. bbox=[142, 377, 496, 407]
directory-entry: — Friedrich, Kaufm., II/1 Praterstr. 34. bbox=[1259, 557, 1504, 571]
directory-entry: — Franz, Schlosser, XXI/1 Brünner Str. 57. bbox=[142, 1368, 409, 1382]
directory-entry: — Wenzel, Gemischtwr.-Verschl., XVI/1 Herbststr. 50—52. bbox=[514, 735, 869, 766]
directory-entry: — Elsa, Priv., I. Rotenturmstr. 25. Telephon U-28-3-14. bbox=[887, 832, 1228, 847]
directory-entry: — Josef, Kleidermacher, XVI/1 Albrechtskreithgasse 24. bbox=[514, 605, 863, 620]
directory-entry: — Anton, Postbeamt., XIII/1 Tiefendorferg. 6. bbox=[514, 1759, 799, 1773]
directory-entry: — Friedrich, MDr., Med.-Rat, Arzt a. D., IX/1 Wilhelm Exner-G. 30. bbox=[1259, 492, 1616, 522]
directory-entry: Schredt Anni, Private, III. Salzig. 21. bbox=[142, 1221, 372, 1236]
directory-entry: — Herbert, Kaufm., XX/1 Taborstr. 78. bbox=[1259, 1190, 1499, 1205]
page-number: 1504 bbox=[90, 19, 169, 52]
directory-entry: — Franz, Priv.-Beamt., VI. Webg. 6. bbox=[887, 1726, 1108, 1740]
directory-entry: — Anna, Ww., XIII/5 Hütteldorferstr. 51. bbox=[142, 913, 393, 927]
